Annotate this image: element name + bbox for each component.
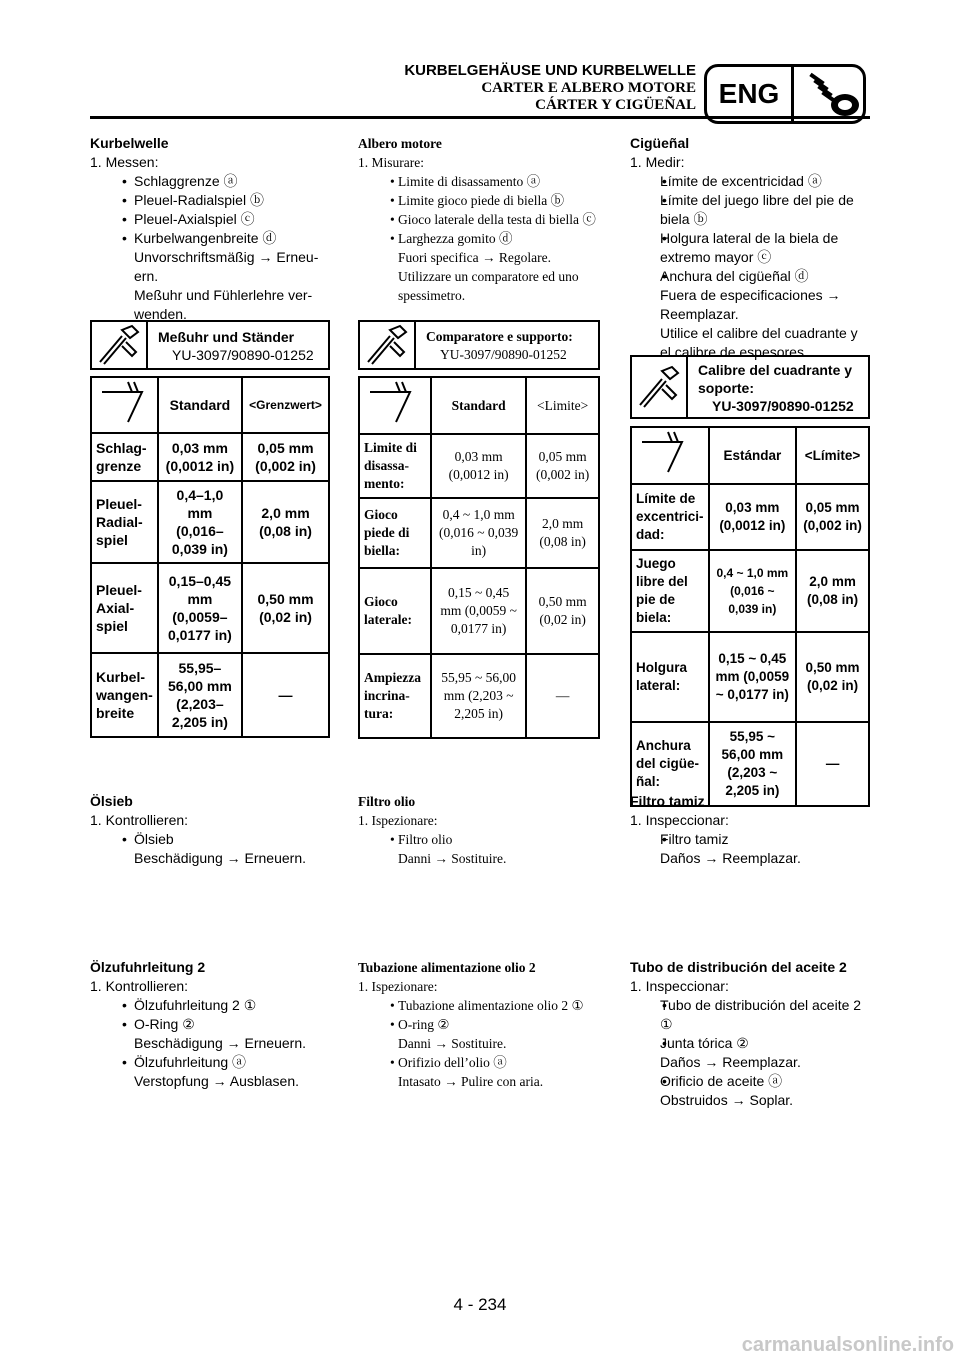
de-tool-name: Meßuhr und Ständer [158, 329, 295, 345]
it-row-standard: 55,95 ~ 56,00 mm (2,203 ~ 2,205 in) [431, 654, 526, 738]
de-oildelivery-section [90, 958, 338, 1091]
es-oilstrainer-section [630, 792, 870, 868]
es-row-limit: — [796, 722, 869, 806]
es-row-standard: 0,15 ~ 0,45 mm (0,0059 ~ 0,0177 in) [709, 632, 797, 722]
de-row-limit: 0,50 mm (0,02 in) [242, 563, 329, 653]
it-row-label: Gioco piede di biella: [359, 498, 431, 568]
it-row-standard: 0,15 ~ 0,45 mm (0,0059 ~ 0,0177 in) [431, 568, 526, 654]
es-crankshaft-item: • Límite del juego libre del pie de biela ⓑ [630, 191, 870, 229]
de-crankshaft-step: 1. Messen: [90, 154, 159, 170]
de-oildelivery-note: Beschädigung → Erneuern. [134, 1035, 306, 1051]
es-row-standard: 0,4 ~ 1,0 mm (0,016 ~ 0,039 in) [709, 550, 797, 632]
it-row-label: Ampiezza incrina-tura: [359, 654, 431, 738]
de-oildelivery-step: 1. Kontrollieren: [90, 978, 189, 994]
de-crankshaft-note: Meßuhr und Fühlerlehre ver-wenden. [134, 287, 313, 322]
de-row-limit: 0,05 mm (0,002 in) [242, 433, 329, 481]
it-tool-box [358, 320, 600, 370]
de-crankshaft-item: • Pleuel-Radialspiel ⓑ [90, 191, 338, 210]
es-oildelivery-step: 1. Inspeccionar: [630, 978, 729, 994]
it-crankshaft-item: • Limite di disassamento ⓐ [358, 172, 606, 191]
it-row-standard: 0,4 ~ 1,0 mm (0,016 ~ 0,039 in) [431, 498, 526, 568]
it-oilstrainer-section [358, 792, 606, 868]
es-row-label: Anchura del cigüe-ñal: [631, 722, 709, 806]
specification-icon [632, 428, 694, 478]
it-oildelivery-item: • Tubazione alimentazione olio 2 ① [358, 996, 606, 1015]
es-crankshaft-item: • Holgura lateral de la biela de extremo mayor ⓒ [630, 229, 870, 267]
de-row-limit: — [242, 653, 329, 737]
es-oilstrainer-item: • Filtro tamiz [630, 830, 870, 849]
de-crankshaft-item: • Schlaggrenze ⓐ [90, 172, 338, 191]
es-oildelivery-section [630, 958, 870, 1110]
it-oildelivery-item: • Orifizio dell’olio ⓐ [358, 1053, 606, 1072]
es-crankshaft-note: Utilice el calibre del cuadrante y el calibre de espesores. [660, 325, 858, 360]
it-oildelivery-note: Intasato → Pulire con aria. [398, 1074, 544, 1089]
de-crankshaft-item: • Kurbelwangenbreite ⓓ [90, 229, 338, 248]
es-spec-table [630, 426, 870, 807]
es-row-limit: 2,0 mm (0,08 in) [796, 550, 869, 632]
es-tool-number: YU-3097/90890-01252 [712, 398, 854, 414]
it-oilstrainer-note: Danni → Sostituire. [398, 851, 507, 866]
it-row-limit: 0,05 mm (0,002 in) [526, 434, 599, 498]
de-crankshaft-section [90, 134, 338, 324]
de-row-standard: 55,95–56,00 mm (2,203–2,205 in) [158, 653, 242, 737]
watermark: carmanualsonline.info [741, 1334, 954, 1356]
es-crankshaft-item: • Límite de excentricidad ⓐ [630, 172, 870, 191]
es-oildelivery-note: Obstruidos → Soplar. [660, 1092, 794, 1108]
it-row-label: Gioco laterale: [359, 568, 431, 654]
it-oilstrainer-title: Filtro olio [358, 794, 416, 809]
de-oildelivery-item: • O-Ring ② [90, 1015, 338, 1034]
header-rule [90, 116, 870, 119]
eng-label: ENG [718, 78, 780, 109]
specification-icon [360, 378, 422, 428]
it-row-limit: 0,50 mm (0,02 in) [526, 568, 599, 654]
it-oildelivery-note: Danni → Sostituire. [398, 1036, 507, 1051]
es-crankshaft-step: 1. Medir: [630, 154, 685, 170]
es-oildelivery-note: Daños → Reemplazar. [660, 1054, 801, 1070]
it-crankshaft-item: • Gioco laterale della testa di biella ⓒ [358, 210, 606, 229]
es-crankshaft-item: • Anchura del cigüeñal ⓓ [630, 267, 870, 286]
it-oilstrainer-item: • Filtro olio [358, 830, 606, 849]
it-row-limit: — [526, 654, 599, 738]
tool-icon [360, 322, 412, 368]
it-row-label: Limite di disassa-mento: [359, 434, 431, 498]
es-row-standard: 55,95 ~ 56,00 mm (2,203 ~ 2,205 in) [709, 722, 797, 806]
de-oilstrainer-section [90, 792, 338, 868]
it-crankshaft-step: 1. Misurare: [358, 155, 424, 170]
es-row-standard: 0,03 mm (0,0012 in) [709, 484, 797, 550]
es-th-limit: <Límite> [796, 427, 869, 484]
de-row-label: Pleuel-Radial-spiel [91, 481, 158, 563]
it-crankshaft-note: Utilizzare un comparatore ed uno spessimetro. [398, 269, 579, 303]
it-tool-name: Comparatore e supporto: [426, 329, 573, 344]
es-row-label: Holgura lateral: [631, 632, 709, 722]
es-row-limit: 0,50 mm (0,02 in) [796, 632, 869, 722]
de-row-standard: 0,4–1,0 mm (0,016–0,039 in) [158, 481, 242, 563]
de-th-limit: <Grenzwert> [242, 377, 329, 433]
it-crankshaft-item: • Limite gioco piede di biella ⓑ [358, 191, 606, 210]
tool-icon [632, 357, 684, 417]
it-oildelivery-step: 1. Ispezionare: [358, 979, 438, 994]
engine-crankshaft-icon [797, 71, 861, 119]
de-oilstrainer-item: • Ölsieb [90, 830, 338, 849]
es-oilstrainer-note: Daños → Reemplazar. [660, 850, 801, 866]
header-title-it: CARTER E ALBERO MOTORE [481, 80, 696, 96]
de-row-label: Pleuel-Axial-spiel [91, 563, 158, 653]
it-crankshaft-item: • Larghezza gomito ⓓ [358, 229, 606, 248]
de-tool-box [90, 320, 330, 370]
page-number: 4 - 234 [453, 1295, 507, 1314]
de-row-standard: 0,15–0,45 mm (0,0059–0,0177 in) [158, 563, 242, 653]
it-tool-number: YU-3097/90890-01252 [440, 347, 567, 362]
it-crankshaft-title: Albero motore [358, 136, 442, 151]
de-crankshaft-item: • Pleuel-Axialspiel ⓒ [90, 210, 338, 229]
de-crankshaft-note: Unvorschriftsmäßig → Erneu-ern. [134, 249, 319, 284]
de-row-label: Schlag-grenze [91, 433, 158, 481]
it-crankshaft-section [358, 134, 606, 305]
de-crankshaft-title: Kurbelwelle [90, 135, 169, 151]
es-oilstrainer-title: Filtro tamiz [630, 793, 705, 809]
it-crankshaft-note: Fuori specifica → Regolare. [398, 250, 551, 265]
es-tool-name: Calibre del cuadrante y soporte: [698, 362, 853, 396]
header-title-es: CÁRTER Y CIGÜEÑAL [535, 97, 696, 113]
es-row-label: Juego libre del pie de biela: [631, 550, 709, 632]
de-oilstrainer-step: 1. Kontrollieren: [90, 812, 189, 828]
it-oilstrainer-step: 1. Ispezionare: [358, 813, 438, 828]
it-row-limit: 2,0 mm (0,08 in) [526, 498, 599, 568]
es-oilstrainer-step: 1. Inspeccionar: [630, 812, 729, 828]
es-crankshaft-note: Fuera de especificaciones → Reemplazar. [660, 287, 841, 322]
de-oildelivery-item: • Ölzufuhrleitung 2 ① [90, 996, 338, 1015]
de-oilstrainer-note: Beschädigung → Erneuern. [134, 850, 306, 866]
es-row-limit: 0,05 mm (0,002 in) [796, 484, 869, 550]
de-oildelivery-title: Ölzufuhrleitung 2 [90, 959, 206, 975]
it-oildelivery-item: • O-ring ② [358, 1015, 606, 1034]
es-row-label: Límite de excentrici-dad: [631, 484, 709, 550]
de-row-label: Kurbel-wangen-breite [91, 653, 158, 737]
it-th-standard: Standard [431, 377, 526, 434]
it-spec-table [358, 376, 600, 739]
de-oildelivery-note: Verstopfung → Ausblasen. [134, 1073, 299, 1089]
de-row-standard: 0,03 mm (0,0012 in) [158, 433, 242, 481]
es-oildelivery-item: • Orificio de aceite ⓐ [630, 1072, 870, 1091]
de-oilstrainer-title: Ölsieb [90, 793, 133, 809]
de-spec-table [90, 376, 330, 738]
de-tool-number: YU-3097/90890-01252 [172, 347, 314, 363]
tool-icon [92, 322, 144, 368]
specification-icon [92, 378, 154, 428]
header-title-de: KURBELGEHÄUSE UND KURBELWELLE [404, 62, 696, 79]
es-th-standard: Estándar [709, 427, 797, 484]
es-crankshaft-title: Cigüeñal [630, 135, 690, 151]
es-oildelivery-item: • Junta tórica ② [630, 1034, 870, 1053]
it-oildelivery-section [358, 958, 606, 1091]
de-oildelivery-item: • Ölzufuhrleitung ⓐ [90, 1053, 338, 1072]
es-oildelivery-title: Tubo de distribución del aceite 2 [630, 959, 847, 975]
es-crankshaft-section [630, 134, 870, 362]
it-oildelivery-title: Tubazione alimentazione olio 2 [358, 960, 536, 975]
de-th-standard: Standard [158, 377, 242, 433]
es-oildelivery-item: • Tubo de distribución del aceite 2 ① [630, 996, 870, 1034]
de-row-limit: 2,0 mm (0,08 in) [242, 481, 329, 563]
es-tool-box [630, 355, 870, 419]
it-row-standard: 0,03 mm (0,0012 in) [431, 434, 526, 498]
it-th-limit: <Limite> [526, 377, 599, 434]
eng-badge [704, 64, 866, 124]
